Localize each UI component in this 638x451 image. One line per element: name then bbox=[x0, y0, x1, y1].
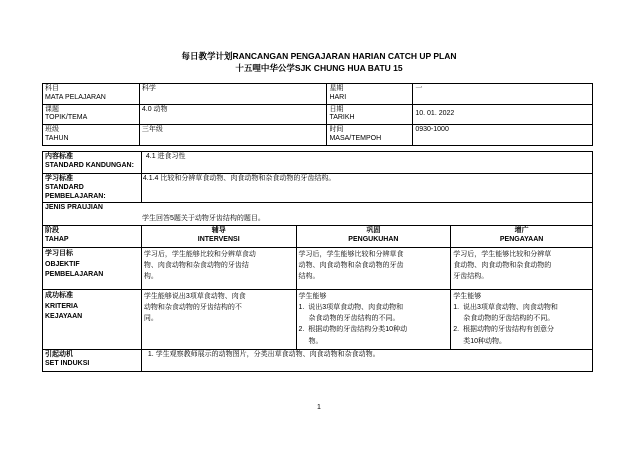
content-standard-label: 内容标准 STANDARD KANDUNGAN: bbox=[43, 152, 142, 174]
date-value: 10. 01. 2022 bbox=[413, 104, 593, 125]
stage-label: 阶段 TAHAP bbox=[43, 225, 142, 247]
class-value: 三年级 bbox=[139, 125, 327, 146]
criteria-enrichment: 学生能够 1. 说出3项草食动物、肉食动物和 杂食动物的牙齿结构的不同。 2. 根据动物的牙齿结构有创意分 类10种动物。 bbox=[451, 289, 593, 349]
time-value: 0930-1000 bbox=[413, 125, 593, 146]
topic-label: 课题 TOPIK/TEMA bbox=[43, 104, 140, 125]
pretest-value: 学生回答5题关于动物牙齿结构的题目。 bbox=[142, 215, 265, 222]
criteria-intervention: 学生能够说出3项草食动物、肉食 动物和杂食动物的牙齿结构的不 同。 bbox=[141, 289, 296, 349]
page-number: 1 bbox=[317, 404, 321, 411]
pretest-label: JENIS PRAUJIAN bbox=[45, 204, 103, 212]
day-value: 一 bbox=[413, 84, 593, 105]
day-label: 星期 HARI bbox=[327, 84, 413, 105]
intervention-header: 辅导 INTERVENSI bbox=[141, 225, 296, 247]
class-label: 班级 TAHUN bbox=[43, 125, 140, 146]
objective-consolidation: 学习后，学生能够比较和分辨草食 动物、肉食动物和杂食动物的牙齿 结构。 bbox=[296, 247, 451, 289]
enrichment-header: 增广 PENGAYAAN bbox=[451, 225, 593, 247]
content-standard-value: 4.1 进食习性 bbox=[141, 152, 592, 174]
criteria-label: 成功标准 KRITERIA KEJAYAAN bbox=[43, 289, 142, 349]
objective-enrichment: 学习后，学生能够比较和分辨草 食动物、肉食动物和杂食动物的 牙齿结构。 bbox=[451, 247, 593, 289]
criteria-consolidation: 学生能够 1. 说出3项草食动物、肉食动物和 杂食动物的牙齿结构的不同。 2. 根据动物的牙齿结构分类10种动 物。 bbox=[296, 289, 451, 349]
doc-title: 每日教学计划RANCANGAN PENGAJARAN HARIAN CATCH UP PLAN bbox=[181, 51, 457, 61]
objective-intervention: 学习后，学生能够比较和分辨草食动 物、肉食动物和杂食动物的牙齿结 构。 bbox=[141, 247, 296, 289]
date-label: 日期 TARIKH bbox=[327, 104, 413, 125]
consolidation-header: 巩固 PENGUKUHAN bbox=[296, 225, 451, 247]
topic-value: 4.0 动物 bbox=[139, 104, 327, 125]
plan-table bbox=[42, 151, 593, 372]
learning-standard-label: 学习标准 STANDARD PEMBELAJARAN: bbox=[43, 174, 142, 203]
info-table bbox=[42, 83, 593, 146]
objective-label: 学习目标 OBJEKTIF PEMBELAJARAN bbox=[43, 247, 142, 289]
subject-value: 科学 bbox=[139, 84, 327, 105]
time-label: 时间 MASA/TEMPOH bbox=[327, 125, 413, 146]
school-name: 十五哩中华公学SJK CHUNG HUA BATU 15 bbox=[235, 63, 403, 73]
set-induction-value: 1. 学生观察教师展示的动物图片，分类出草食动物、肉食动物和杂食动物。 bbox=[141, 349, 592, 371]
pretest-row bbox=[43, 203, 593, 226]
subject-label: 科目 MATA PELAJARAN bbox=[43, 84, 140, 105]
learning-standard-value: 4.1.4 比较和分辨草食动物、肉食动物和杂食动物的牙齿结构。 bbox=[141, 174, 592, 203]
set-induction-label: 引起动机 SET INDUKSI bbox=[43, 349, 142, 371]
